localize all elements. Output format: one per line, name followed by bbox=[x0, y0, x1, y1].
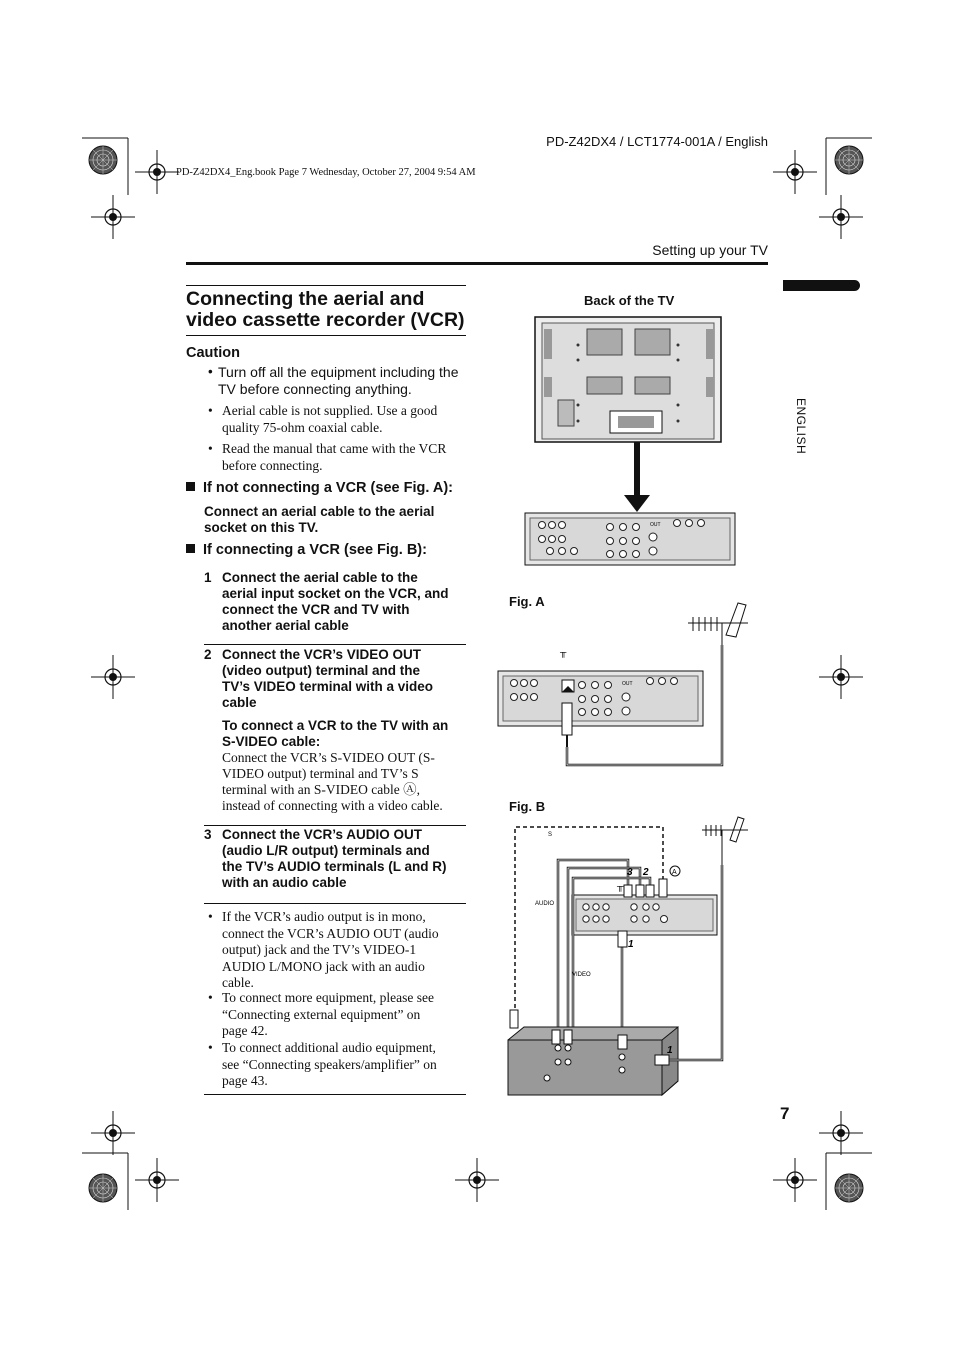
no-vcr-instruction bbox=[204, 504, 434, 536]
terminal-panel bbox=[525, 513, 735, 565]
back-of-tv-label: Back of the TV bbox=[584, 293, 675, 308]
svg-text:OUT: OUT bbox=[622, 681, 633, 687]
no-vcr-line2: socket on this TV. bbox=[204, 520, 319, 535]
step-2-number: 2 bbox=[204, 647, 212, 662]
caution-item-1-line2: TV before connecting anything. bbox=[218, 380, 412, 397]
fig-b-diagram bbox=[508, 817, 748, 1095]
page-title-line1: Connecting the aerial and bbox=[186, 288, 425, 310]
arrow-down-icon bbox=[624, 442, 650, 512]
note-1: • If the VCR’s audio output is in mono, connect the VCR’s AUDIO OUT (audio output) jack and the TV’s VIDEO-1 AUDIO L/MONO jack with an audio cable. bbox=[208, 909, 439, 990]
notes-bottom-rule bbox=[204, 1094, 466, 1095]
square-bullet-icon bbox=[186, 482, 195, 491]
callout-a: A bbox=[672, 869, 677, 876]
language-tab: ENGLISH bbox=[794, 398, 808, 455]
no-vcr-heading: If not connecting a VCR (see Fig. A): bbox=[186, 480, 453, 496]
bullet: • bbox=[208, 403, 213, 418]
callout-3: 3 bbox=[627, 867, 633, 878]
document-id: PD-Z42DX4 / LCT1774-001A / English bbox=[546, 134, 768, 149]
note-3: • To connect additional audio equipment, see “Connecting speakers/amplifier” on page 43. bbox=[208, 1040, 437, 1088]
book-info-line: PD-Z42DX4_Eng.book Page 7 Wednesday, October 27, 2004 9:54 AM bbox=[176, 167, 476, 178]
fig-b-label: Fig. B bbox=[509, 799, 546, 814]
step-divider bbox=[204, 903, 466, 904]
caution-item-2 bbox=[208, 403, 478, 436]
caution-heading: Caution bbox=[186, 345, 240, 361]
title-rule-top bbox=[186, 285, 466, 286]
header-rule bbox=[186, 262, 768, 265]
caution-item-3 bbox=[208, 441, 478, 474]
fig-a-label: Fig. A bbox=[509, 594, 545, 609]
square-bullet-icon bbox=[186, 544, 195, 553]
bullet: • bbox=[208, 441, 213, 456]
step-3-number: 3 bbox=[204, 827, 212, 842]
svg-text:OUT: OUT bbox=[650, 522, 661, 528]
page-title-line2: video cassette recorder (VCR) bbox=[186, 309, 465, 331]
callout-2: 2 bbox=[643, 867, 649, 878]
svideo-text: Connect the VCR’s S-VIDEO OUT (S- VIDEO output) terminal and TV’s S terminal with an S-VIDEO cable Ⓐ, instead of connecting with a video cable. bbox=[222, 750, 443, 813]
page-number: 7 bbox=[780, 1104, 790, 1123]
step-divider bbox=[204, 825, 466, 826]
caution-item-2-line2: quality 75-ohm coaxial cable. bbox=[222, 419, 383, 435]
svg-text:╥: ╥ bbox=[617, 881, 624, 891]
fig-a-diagram bbox=[498, 603, 748, 765]
tv-back-panel bbox=[535, 317, 721, 442]
caution-item-3-line2: before connecting. bbox=[222, 457, 323, 473]
label-video: VIDEO bbox=[572, 972, 591, 978]
step-3-text: Connect the VCR’s AUDIO OUT (audio L/R output) terminals and the TV’s AUDIO terminals (L and R) with an audio cable bbox=[222, 827, 447, 890]
caution-item-1 bbox=[208, 364, 478, 397]
callout-1-lower: 1 bbox=[667, 1045, 673, 1056]
section-title: Setting up your TV bbox=[652, 242, 768, 258]
label-s: S bbox=[548, 832, 553, 838]
note-2: • To connect more equipment, please see “Connecting external equipment” on page 42. bbox=[208, 990, 434, 1038]
chapter-tab bbox=[783, 280, 860, 291]
step-2-text: Connect the VCR’s VIDEO OUT (video output) terminal and the TV’s VIDEO terminal with a video cable bbox=[222, 647, 434, 710]
label-audio: AUDIO bbox=[535, 901, 555, 907]
caution-item-1-line1: Turn off all the equipment including the bbox=[218, 364, 459, 380]
step-divider bbox=[204, 644, 466, 645]
callout-1-upper: 1 bbox=[628, 939, 634, 950]
caution-item-3-line1: Read the manual that came with the VCR bbox=[222, 441, 447, 456]
svg-text:╥: ╥ bbox=[560, 647, 567, 657]
step-1-text: Connect the aerial cable to the aerial input socket on the VCR, and connect the VCR and TV with another aerial cable bbox=[222, 570, 449, 633]
page-title bbox=[186, 289, 471, 331]
no-vcr-line1: Connect an aerial cable to the aerial bbox=[204, 504, 435, 519]
caution-item-2-line1: Aerial cable is not supplied. Use a good bbox=[222, 403, 438, 418]
title-rule-bottom bbox=[186, 335, 466, 336]
connection-diagrams bbox=[490, 305, 780, 1105]
svideo-heading: To connect a VCR to the TV with an S-VIDEO cable: bbox=[222, 718, 449, 749]
bullet: • bbox=[208, 364, 213, 379]
vcr-heading: If connecting a VCR (see Fig. B): bbox=[186, 542, 427, 558]
step-1-number: 1 bbox=[204, 570, 212, 585]
